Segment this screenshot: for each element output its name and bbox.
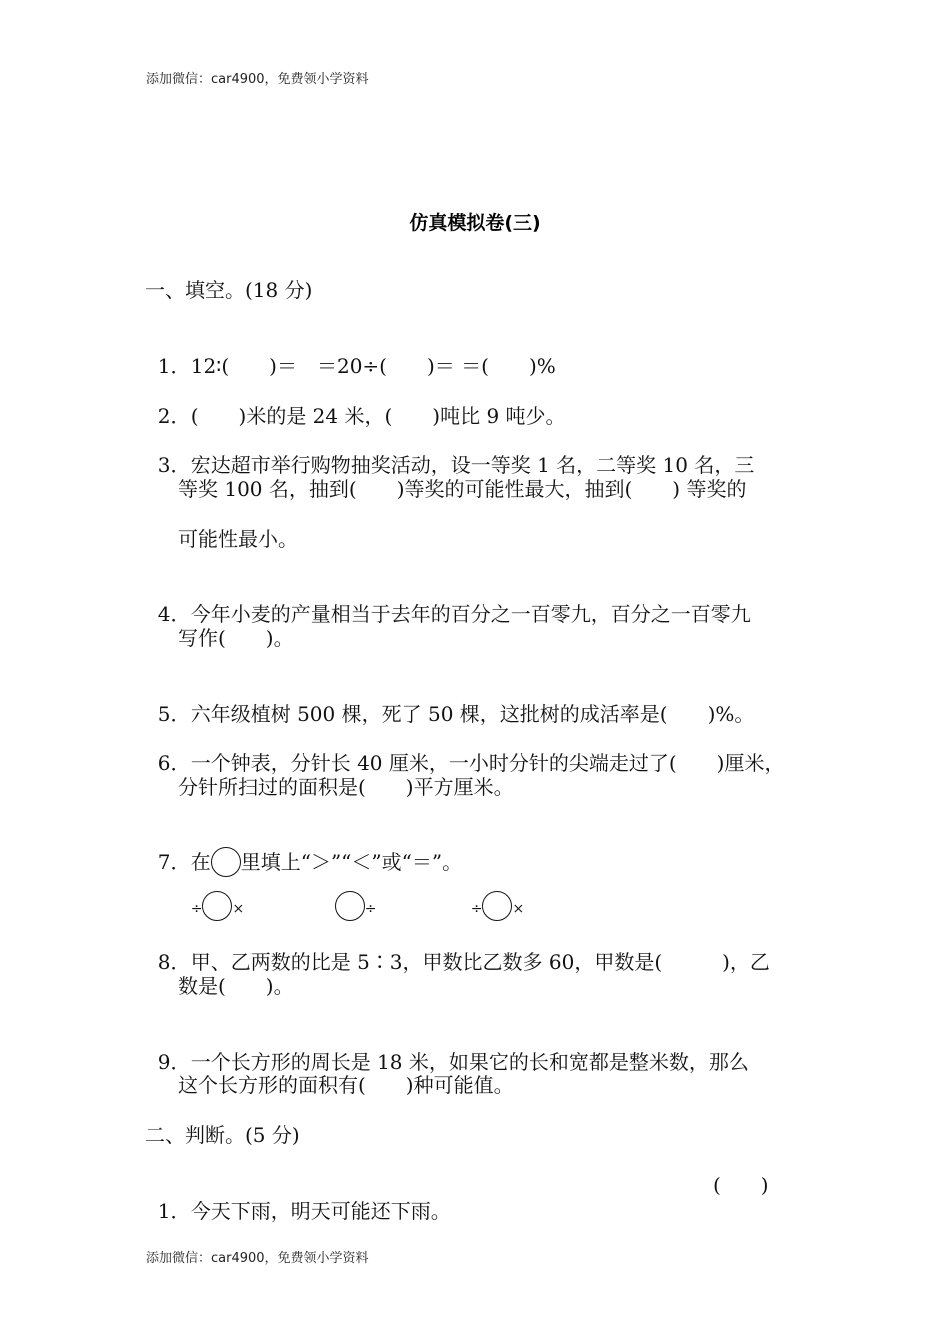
question-number: 4．	[157, 602, 191, 626]
answer-circle-icon[interactable]	[482, 891, 512, 921]
operator-right: ×	[512, 901, 525, 917]
question-3-line-2: 等奖 100 名，抽到( )等奖的可能性最大，抽到( ) 等奖的	[178, 477, 747, 501]
question-number: 1．	[157, 354, 191, 378]
question-1	[145, 327, 556, 379]
question-4	[145, 575, 751, 627]
question-3-line-3: 可能性最小。	[178, 527, 298, 551]
question-number: 6．	[157, 751, 191, 775]
question-number: 2．	[157, 404, 191, 428]
question-text: 六年级植树 500 棵，死了 50 棵，这批树的成活率是( )%。	[190, 702, 755, 726]
question-text-post: 里填上“＞”“＜”或“＝”。	[240, 850, 463, 874]
question-8	[145, 923, 770, 975]
compare-item-3	[458, 865, 524, 922]
question-text: ( )米的是 24 米，( )吨比 9 吨少。	[190, 404, 566, 428]
compare-item-2	[322, 865, 376, 922]
question-number: 5．	[157, 702, 191, 726]
question-8-line-2: 数是( )。	[178, 974, 294, 998]
header-note: 添加微信：car4900，免费领小学资料	[146, 72, 369, 87]
operator-right: ×	[232, 901, 245, 917]
answer-circle-icon[interactable]	[335, 891, 365, 921]
question-text-pre: 在	[190, 850, 211, 874]
page-title: 仿真模拟卷(三)	[409, 212, 541, 234]
question-2	[145, 377, 566, 429]
section-1-heading: 一、填空。(18 分)	[145, 278, 313, 302]
answer-paren[interactable]: ( )	[713, 1173, 769, 1197]
question-number: 7．	[157, 850, 191, 874]
operator-left: ÷	[190, 901, 203, 917]
operator-left: ÷	[470, 901, 483, 917]
question-4-line-2: 写作( )。	[178, 626, 294, 650]
question-6	[145, 724, 785, 776]
judge-question-1	[145, 1172, 451, 1224]
question-6-line-2: 分针所扫过的面积是( )平方厘米。	[178, 775, 514, 799]
section-2-heading: 二、判断。(5 分)	[145, 1123, 300, 1147]
footer-note: 添加微信：car4900，免费领小学资料	[146, 1251, 369, 1266]
answer-circle-icon[interactable]	[202, 891, 232, 921]
question-number: 3．	[157, 453, 191, 477]
question-5	[145, 675, 754, 727]
question-text: 一个长方形的周长是 18 米，如果它的长和宽都是整米数，那么	[190, 1050, 749, 1074]
question-text: 今年小麦的产量相当于去年的百分之一百零九，百分之一百零九	[190, 602, 751, 626]
question-3	[145, 426, 754, 478]
question-text: 甲、乙两数的比是 5∶3，甲数比乙数多 60，甲数是( )，乙	[190, 950, 770, 974]
question-9	[145, 1023, 749, 1075]
question-text: 今天下雨，明天可能还下雨。	[190, 1199, 451, 1223]
question-text: 12∶( )＝ ＝20÷( )＝ ＝( )%	[190, 354, 556, 378]
operator-right: ÷	[364, 901, 377, 917]
question-text: 宏达超市举行购物抽奖活动，设一等奖 1 名，二等奖 10 名，三	[190, 453, 755, 477]
question-number: 9．	[157, 1050, 191, 1074]
question-text: 一个钟表，分针长 40 厘米，一小时分针的尖端走过了( )厘米，	[190, 751, 785, 775]
question-9-line-2: 这个长方形的面积有( )种可能值。	[178, 1073, 514, 1097]
question-number: 8．	[157, 950, 191, 974]
compare-item-1	[178, 865, 244, 922]
question-number: 1．	[157, 1199, 191, 1223]
